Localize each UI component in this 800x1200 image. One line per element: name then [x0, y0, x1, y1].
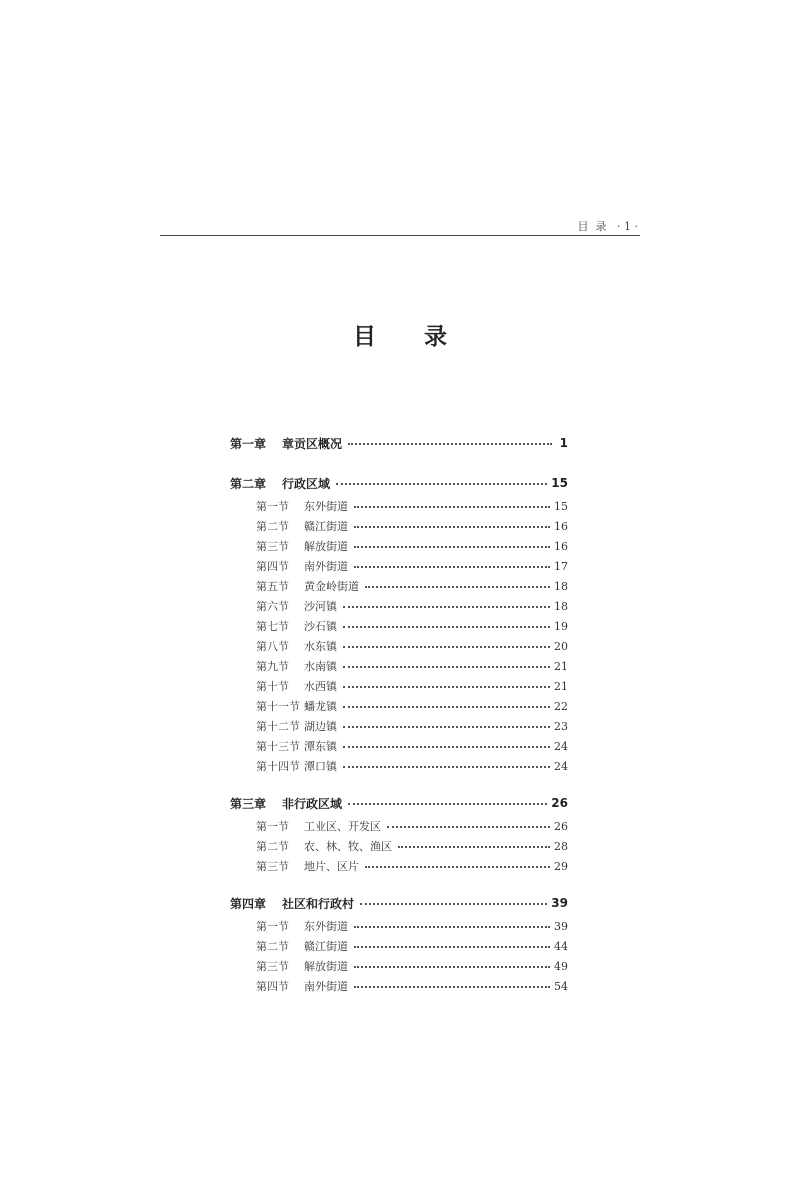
page-number: 44: [554, 939, 568, 953]
section-number: 第二节: [256, 940, 289, 953]
page-number: 23: [554, 719, 568, 733]
chapter-number: 第四章: [230, 896, 267, 911]
section-number: 第一节: [256, 920, 289, 933]
running-header-text: 目 录 · 1 ·: [577, 220, 638, 233]
dot-leader: [354, 966, 550, 968]
dot-leader: [343, 646, 550, 648]
dot-leader: [365, 866, 550, 868]
section-number: 第六节: [256, 600, 289, 613]
dot-leader: [343, 626, 550, 628]
page-number: 26: [551, 796, 568, 810]
chapter-number: 第一章: [230, 436, 267, 451]
section-number: 第二节: [256, 840, 289, 853]
page-number: 39: [554, 919, 568, 933]
section-number: 第一节: [256, 820, 289, 833]
dot-leader: [348, 803, 547, 805]
page-number: 18: [554, 579, 568, 593]
section-number: 第十二节: [256, 720, 300, 733]
section-title: 水西镇: [304, 680, 337, 693]
dot-leader: [343, 766, 550, 768]
section-title: 赣江街道: [304, 940, 348, 953]
section-number: 第三节: [256, 860, 289, 873]
section-title: 解放街道: [304, 960, 348, 973]
section-number: 第四节: [256, 980, 289, 993]
section-number: 第九节: [256, 660, 289, 673]
toc-chapter-entry[interactable]: [230, 430, 568, 456]
dot-leader: [343, 666, 550, 668]
page-number: 18: [554, 599, 568, 613]
toc-chapter: [230, 430, 568, 456]
chapter-title: 社区和行政村: [282, 896, 355, 911]
section-title: 东外街道: [304, 920, 348, 933]
section-title: 潭东镇: [304, 740, 337, 753]
toc-section-entry[interactable]: [230, 576, 568, 596]
toc-section-entry[interactable]: [230, 736, 568, 756]
section-title: 赣江街道: [304, 520, 348, 533]
chapter-number: 第二章: [230, 476, 267, 491]
toc-section-entry[interactable]: [230, 516, 568, 536]
dot-leader: [354, 546, 550, 548]
page-number: 39: [551, 896, 568, 910]
page-number: 1: [559, 436, 568, 450]
section-title: 解放街道: [304, 540, 348, 553]
section-title: 黄金岭街道: [304, 580, 359, 593]
section-number: 第八节: [256, 640, 289, 653]
toc-section-entry[interactable]: [230, 916, 568, 936]
page-number: 21: [554, 659, 568, 673]
section-title: 东外街道: [304, 500, 348, 513]
toc-chapter: [230, 790, 568, 876]
toc-section-entry[interactable]: [230, 676, 568, 696]
dot-leader: [387, 826, 550, 828]
dot-leader: [365, 586, 550, 588]
section-number: 第十三节: [256, 740, 300, 753]
toc-section-entry[interactable]: [230, 616, 568, 636]
section-number: 第五节: [256, 580, 289, 593]
section-number: 第十四节: [256, 760, 300, 773]
toc-section-entry[interactable]: [230, 496, 568, 516]
toc-section-entry[interactable]: [230, 696, 568, 716]
section-title: 沙石镇: [304, 620, 337, 633]
dot-leader: [348, 443, 552, 445]
section-title: 水南镇: [304, 660, 337, 673]
table-of-contents: [230, 430, 568, 996]
section-title: 潭口镇: [304, 760, 337, 773]
toc-chapter-entry[interactable]: [230, 470, 568, 496]
running-header: [160, 216, 640, 236]
page-number: 28: [554, 839, 568, 853]
chapter-title: 行政区域: [282, 476, 331, 491]
dot-leader: [343, 726, 550, 728]
toc-section-entry[interactable]: [230, 596, 568, 616]
toc-section-entry[interactable]: [230, 816, 568, 836]
chapter-number: 第三章: [230, 796, 267, 811]
section-number: 第三节: [256, 540, 289, 553]
section-title: 水东镇: [304, 640, 337, 653]
dot-leader: [354, 946, 550, 948]
chapter-title: 非行政区域: [282, 796, 343, 811]
section-number: 第二节: [256, 520, 289, 533]
toc-section-entry[interactable]: [230, 636, 568, 656]
toc-chapter-entry[interactable]: [230, 790, 568, 816]
page-number: 16: [554, 539, 568, 553]
dot-leader: [343, 746, 550, 748]
section-number: 第三节: [256, 960, 289, 973]
page-number: 54: [554, 979, 568, 993]
section-title: 工业区、开发区: [304, 820, 381, 833]
page-number: 19: [554, 619, 568, 633]
section-number: 第十一节: [256, 700, 300, 713]
section-number: 第十节: [256, 680, 289, 693]
toc-section-entry[interactable]: [230, 536, 568, 556]
section-title: 地片、区片: [304, 860, 359, 873]
page-number: 22: [554, 699, 568, 713]
chapter-title: 章贡区概况: [282, 436, 343, 451]
toc-chapter: [230, 470, 568, 776]
toc-section-entry[interactable]: [230, 656, 568, 676]
dot-leader: [343, 686, 550, 688]
toc-section-entry[interactable]: [230, 976, 568, 996]
toc-chapter-entry[interactable]: [230, 890, 568, 916]
section-number: 第七节: [256, 620, 289, 633]
section-title: 湖边镇: [304, 720, 337, 733]
page-number: 15: [554, 499, 568, 513]
toc-section-entry[interactable]: [230, 836, 568, 856]
page-number: 49: [554, 959, 568, 973]
toc-section-entry[interactable]: [230, 756, 568, 776]
dot-leader: [354, 986, 550, 988]
page-number: 29: [554, 859, 568, 873]
dot-leader: [354, 526, 550, 528]
dot-leader: [354, 566, 550, 568]
page-number: 16: [554, 519, 568, 533]
toc-section-entry[interactable]: [230, 856, 568, 876]
page-number: 24: [554, 759, 568, 773]
dot-leader: [336, 483, 547, 485]
page-number: 21: [554, 679, 568, 693]
page-number: 24: [554, 739, 568, 753]
toc-section-entry[interactable]: [230, 556, 568, 576]
page-title: 目 录: [352, 323, 467, 350]
toc-section-entry[interactable]: [230, 956, 568, 976]
dot-leader: [354, 926, 550, 928]
dot-leader: [398, 846, 550, 848]
dot-leader: [343, 606, 550, 608]
section-title: 沙河镇: [304, 600, 337, 613]
section-title: 南外街道: [304, 980, 348, 993]
toc-section-entry[interactable]: [230, 716, 568, 736]
dot-leader: [360, 903, 547, 905]
page-number: 26: [554, 819, 568, 833]
dot-leader: [343, 706, 550, 708]
toc-section-entry[interactable]: [230, 936, 568, 956]
page-number: 17: [554, 559, 568, 573]
section-title: 蟠龙镇: [304, 700, 337, 713]
page-number: 20: [554, 639, 568, 653]
page-number: 15: [551, 476, 568, 490]
dot-leader: [354, 506, 550, 508]
section-number: 第一节: [256, 500, 289, 513]
toc-chapter: [230, 890, 568, 996]
section-number: 第四节: [256, 560, 289, 573]
section-title: 南外街道: [304, 560, 348, 573]
section-title: 农、林、牧、渔区: [304, 840, 392, 853]
